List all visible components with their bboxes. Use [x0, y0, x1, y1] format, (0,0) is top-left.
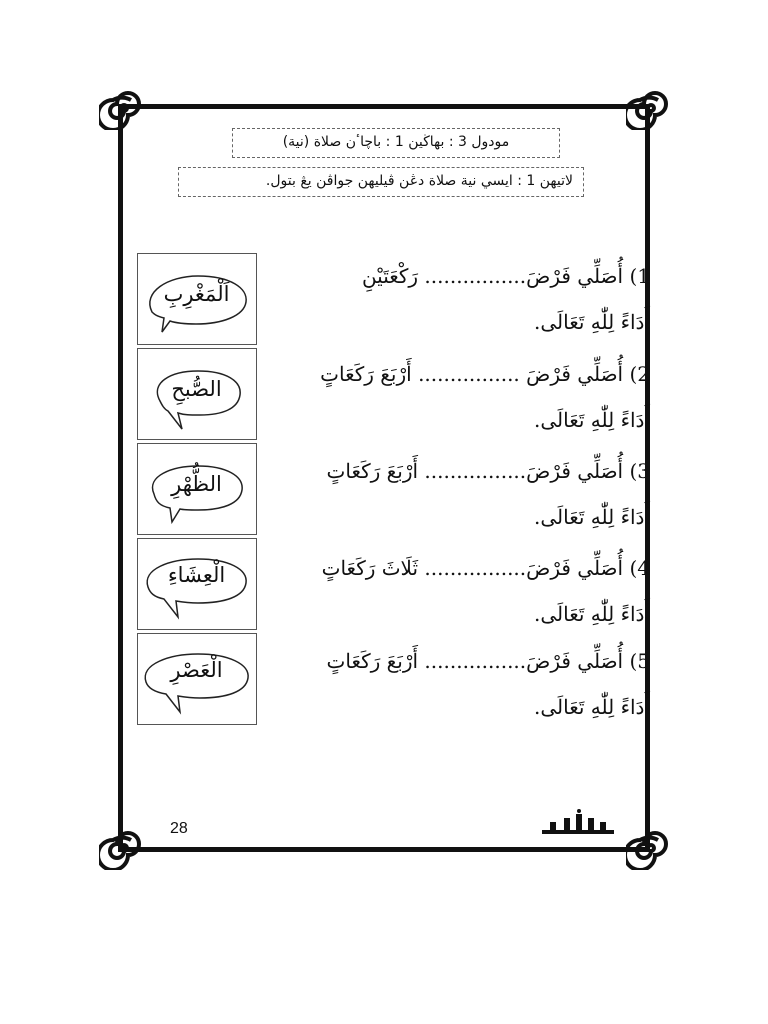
question-ending: أَدَاءً لِلّٰهِ تَعَالَى.	[533, 602, 650, 626]
publisher-logo-icon	[540, 808, 620, 838]
question-ending: أَدَاءً لِلّٰهِ تَعَالَى.	[533, 695, 650, 719]
option-card-3[interactable]	[137, 443, 257, 535]
activity-instruction: لاتيهن 1 : ايسي نية صلاة دڠن ڤيليهن جواڤن يڠ بتول.	[178, 167, 584, 197]
spiral-ornament-icon	[99, 86, 143, 130]
option-card-2[interactable]	[137, 348, 257, 440]
option-card-1[interactable]	[137, 253, 257, 345]
question-text[interactable]: 2) أُصَلِّي فَرْضَ ................ أَرْبَعَ رَكَعَاتٍ	[320, 362, 650, 386]
question-text[interactable]: 4) أُصَلِّي فَرْضَ................ ثَلَاثَ رَكَعَاتٍ	[321, 556, 650, 580]
question-ending: أَدَاءً لِلّٰهِ تَعَالَى.	[533, 505, 650, 529]
module-title: مودول 3 : بهاڬين 1 : باچاٴن صلاة (نية)	[232, 128, 560, 158]
option-label: الظُّهْرِ	[171, 472, 222, 496]
spiral-ornament-icon	[626, 826, 670, 870]
question-text[interactable]: 5) أُصَلِّي فَرْضَ................ أَرْبَعَ رَكَعَاتٍ	[326, 649, 650, 673]
option-label: اَلْمَغْرِبِ	[163, 282, 230, 306]
option-card-4[interactable]	[137, 538, 257, 630]
spiral-ornament-icon	[99, 826, 143, 870]
question-ending: أَدَاءً لِلّٰهِ تَعَالَى.	[533, 408, 650, 432]
question-4	[290, 552, 650, 630]
option-label: الْعِشَاءِ	[167, 563, 226, 587]
question-text[interactable]: 3) أُصَلِّي فَرْضَ................ أَرْبَعَ رَكَعَاتٍ	[326, 459, 650, 483]
question-3	[290, 455, 650, 533]
spiral-ornament-icon	[626, 86, 670, 130]
question-text[interactable]: 1) أُصَلِّي فَرْضَ................ رَكْعَتَيْنِ	[361, 264, 650, 288]
question-ending: أَدَاءً لِلّٰهِ تَعَالَى.	[533, 310, 650, 334]
question-1	[290, 260, 650, 338]
question-5	[290, 645, 650, 723]
question-2	[290, 358, 650, 436]
option-label: الصُّبحِ	[171, 377, 222, 401]
option-card-5[interactable]	[137, 633, 257, 725]
option-label: الْعَصْرِ	[170, 658, 223, 682]
page-number: 28	[170, 820, 188, 837]
